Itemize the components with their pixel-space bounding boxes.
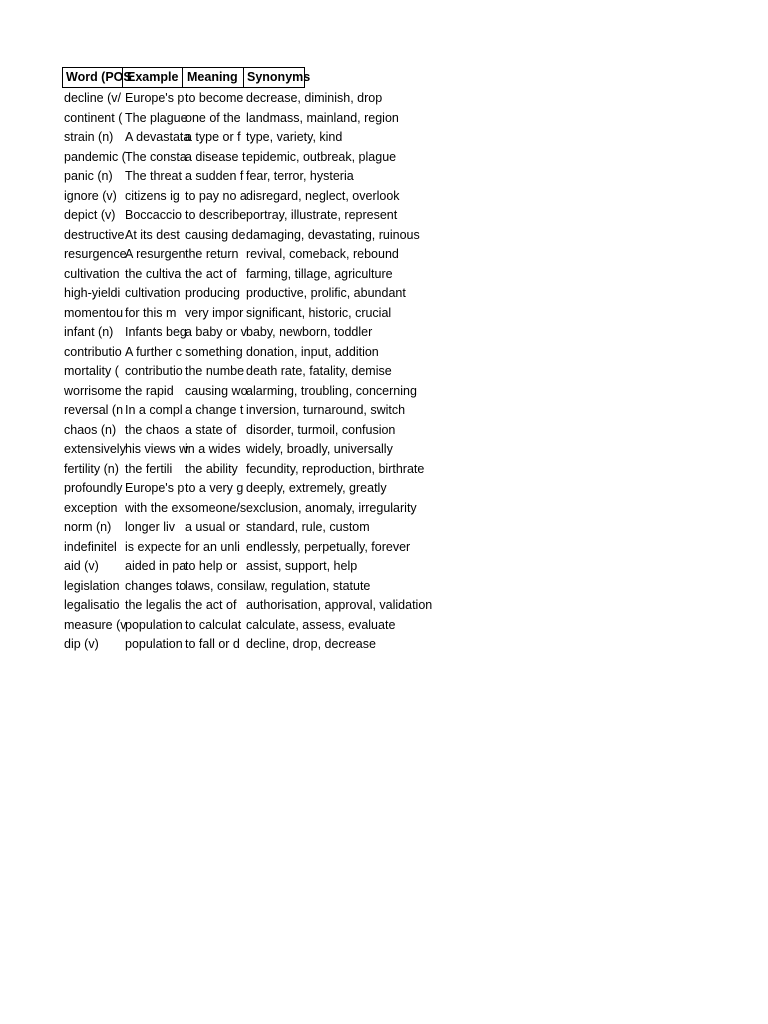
cell-synonyms[interactable]: widely, broadly, universally	[246, 442, 393, 456]
cell-synonyms[interactable]: fecundity, reproduction, birthrate	[246, 461, 425, 476]
cell-synonyms[interactable]: donation, input, addition	[246, 344, 379, 359]
cell-example[interactable]: Infants beg	[125, 325, 187, 339]
cell-example[interactable]: citizens ig	[125, 188, 180, 203]
cell-meaning[interactable]: a state of	[185, 422, 237, 437]
cell-word[interactable]: pandemic (	[64, 149, 126, 164]
cell-word[interactable]: panic (n)	[64, 169, 113, 183]
cell-meaning[interactable]: a change t	[185, 403, 244, 417]
cell-word[interactable]: ignore (v)	[64, 188, 117, 203]
table-row	[62, 596, 702, 616]
table-row	[62, 167, 702, 187]
cell-word[interactable]: strain (n)	[64, 130, 114, 144]
table-row	[62, 343, 702, 363]
cell-word[interactable]: mortality (	[64, 364, 119, 378]
table-body	[62, 89, 702, 655]
table-row	[62, 323, 702, 343]
cell-word[interactable]: high-yieldi	[64, 286, 121, 300]
cell-word[interactable]: legislation	[64, 578, 120, 593]
cell-example[interactable]: for this m	[125, 305, 177, 320]
cell-synonyms[interactable]: law, regulation, statute	[246, 578, 371, 593]
table-row	[62, 421, 702, 441]
header-row	[62, 67, 702, 88]
cell-meaning[interactable]: something	[185, 344, 243, 359]
cell-example[interactable]: with the ex	[125, 500, 185, 515]
cell-synonyms[interactable]: assist, support, help	[246, 559, 358, 573]
cell-synonyms[interactable]: decline, drop, decrease	[246, 637, 376, 651]
cell-synonyms[interactable]: damaging, devastating, ruinous	[246, 227, 420, 242]
cell-synonyms[interactable]: landmass, mainland, region	[246, 110, 399, 125]
cell-synonyms[interactable]: death rate, fatality, demise	[246, 364, 392, 378]
cell-meaning[interactable]: for an unli	[185, 539, 240, 554]
cell-word[interactable]: chaos (n)	[64, 422, 117, 437]
cell-meaning[interactable]: the return	[185, 247, 239, 261]
cell-word[interactable]: contributio	[64, 344, 122, 359]
cell-word[interactable]: legalisatio	[64, 598, 120, 612]
cell-example[interactable]: Europe's p	[125, 91, 185, 105]
table-row	[62, 460, 702, 480]
table-row	[62, 382, 702, 402]
cell-example[interactable]: Boccaccio	[125, 208, 182, 222]
cell-example[interactable]: the fertili	[125, 461, 173, 476]
cell-word[interactable]: indefinitel	[64, 539, 117, 554]
cell-word[interactable]: fertility (n)	[64, 461, 119, 476]
cell-word[interactable]: aid (v)	[64, 559, 99, 573]
cell-meaning[interactable]: someone/s	[185, 500, 247, 515]
table-row	[62, 206, 702, 226]
cell-synonyms[interactable]: authorisation, approval, validation	[246, 598, 433, 612]
cell-synonyms[interactable]: exclusion, anomaly, irregularity	[246, 500, 417, 515]
table-row	[62, 284, 702, 304]
cell-word[interactable]: momentou	[64, 305, 124, 320]
cell-example[interactable]: aided in pa	[125, 559, 187, 573]
cell-meaning[interactable]: to fall or d	[185, 637, 240, 651]
cell-example[interactable]: his views w	[125, 442, 189, 456]
cell-meaning[interactable]: to describe	[185, 208, 247, 222]
table-row	[62, 265, 702, 285]
cell-synonyms[interactable]: disorder, turmoil, confusion	[246, 422, 396, 437]
cell-synonyms[interactable]: revival, comeback, rebound	[246, 247, 399, 261]
header-meaning[interactable]: Meaning	[183, 67, 244, 88]
cell-word[interactable]: destructive	[64, 227, 125, 242]
table-row	[62, 401, 702, 421]
table-row	[62, 187, 702, 207]
cell-word[interactable]: exception	[64, 500, 118, 515]
cell-word[interactable]: dip (v)	[64, 637, 99, 651]
table-row	[62, 226, 702, 246]
cell-meaning[interactable]: causing wo	[185, 383, 248, 398]
header-example[interactable]: Example	[123, 67, 183, 88]
header-synonyms[interactable]: Synonyms	[244, 67, 305, 88]
table-row	[62, 362, 702, 382]
vocabulary-sheet	[62, 67, 702, 655]
cell-meaning[interactable]: a disease t	[185, 149, 246, 164]
cell-synonyms[interactable]: baby, newborn, toddler	[246, 325, 373, 339]
cell-example[interactable]: Europe's p	[125, 481, 185, 495]
cell-meaning[interactable]: causing de	[185, 227, 246, 242]
cell-word[interactable]: measure (v	[64, 617, 127, 632]
cell-example[interactable]: contributio	[125, 364, 183, 378]
cell-word[interactable]: worrisome	[64, 383, 122, 398]
table-row	[62, 89, 702, 109]
table-row	[62, 245, 702, 265]
cell-meaning[interactable]: a usual or	[185, 520, 240, 534]
table-row	[62, 616, 702, 636]
cell-example[interactable]: A devastata	[125, 130, 191, 144]
cell-example[interactable]: At its dest	[125, 227, 180, 242]
cell-meaning[interactable]: to pay no a	[185, 188, 247, 203]
cell-meaning[interactable]: the numbe	[185, 364, 245, 378]
table-row	[62, 109, 702, 129]
cell-example[interactable]: A further c	[125, 344, 182, 359]
cell-word[interactable]: extensively	[64, 442, 126, 456]
cell-synonyms[interactable]: farming, tillage, agriculture	[246, 266, 393, 281]
cell-meaning[interactable]: very impor	[185, 305, 244, 320]
table-row	[62, 479, 702, 499]
table-row	[62, 499, 702, 519]
cell-word[interactable]: decline (v/	[64, 91, 121, 105]
cell-example[interactable]: population	[125, 637, 183, 651]
cell-word[interactable]: infant (n)	[64, 325, 114, 339]
cell-meaning[interactable]: producing	[185, 286, 240, 300]
cell-synonyms[interactable]: productive, prolific, abundant	[246, 286, 406, 300]
cell-synonyms[interactable]: disregard, neglect, overlook	[246, 188, 400, 203]
cell-meaning[interactable]: to become	[185, 91, 244, 105]
table-row	[62, 538, 702, 558]
cell-word[interactable]: depict (v)	[64, 208, 116, 222]
cell-synonyms[interactable]: epidemic, outbreak, plague	[246, 149, 397, 164]
cell-example[interactable]: A resurgen	[125, 247, 186, 261]
cell-example[interactable]: the legalis	[125, 598, 182, 612]
table-row	[62, 440, 702, 460]
cell-example[interactable]: In a compl	[125, 403, 183, 417]
cell-meaning[interactable]: to calculat	[185, 617, 242, 632]
table-row	[62, 128, 702, 148]
cell-meaning[interactable]: a sudden f	[185, 169, 244, 183]
cell-word[interactable]: resurgence	[64, 247, 127, 261]
cell-meaning[interactable]: to help or	[185, 559, 238, 573]
cell-meaning[interactable]: a type or f	[185, 130, 241, 144]
cell-synonyms[interactable]: portray, illustrate, represent	[246, 208, 398, 222]
table-row	[62, 148, 702, 168]
table-row	[62, 577, 702, 597]
cell-word[interactable]: cultivation	[64, 266, 120, 281]
table-row	[62, 304, 702, 324]
cell-meaning[interactable]: the ability	[185, 461, 238, 476]
cell-synonyms[interactable]: deeply, extremely, greatly	[246, 481, 387, 495]
cell-meaning[interactable]: in a wides	[185, 442, 241, 456]
cell-example[interactable]: the chaos	[125, 422, 180, 437]
cell-synonyms[interactable]: standard, rule, custom	[246, 520, 370, 534]
table-row	[62, 635, 702, 655]
cell-synonyms[interactable]: endlessly, perpetually, forever	[246, 539, 411, 554]
cell-example[interactable]: the cultiva	[125, 266, 182, 281]
cell-meaning[interactable]: one of the	[185, 110, 241, 125]
table-row	[62, 557, 702, 577]
cell-example[interactable]: changes to	[125, 578, 187, 593]
cell-meaning[interactable]: laws, consi	[185, 578, 247, 593]
cell-meaning[interactable]: the act of	[185, 266, 237, 281]
header-word[interactable]: Word (POS	[62, 67, 123, 88]
cell-example[interactable]: is expecte	[125, 539, 182, 554]
table-row	[62, 518, 702, 538]
cell-meaning[interactable]: to a very g	[185, 481, 244, 495]
cell-example[interactable]: The plague	[125, 110, 188, 125]
cell-example[interactable]: The threat	[125, 169, 182, 183]
cell-word[interactable]: norm (n)	[64, 520, 112, 534]
cell-synonyms[interactable]: significant, historic, crucial	[246, 305, 392, 320]
cell-synonyms[interactable]: inversion, turnaround, switch	[246, 403, 406, 417]
cell-synonyms[interactable]: calculate, assess, evaluate	[246, 617, 396, 632]
cell-synonyms[interactable]: fear, terror, hysteria	[246, 169, 354, 183]
cell-example[interactable]: cultivation	[125, 286, 181, 300]
cell-word[interactable]: reversal (n	[64, 403, 124, 417]
cell-example[interactable]: longer liv	[125, 520, 176, 534]
cell-word[interactable]: profoundly	[64, 481, 123, 495]
cell-word[interactable]: continent (	[64, 110, 123, 125]
cell-meaning[interactable]: a baby or v	[185, 325, 247, 339]
cell-example[interactable]: The consta	[125, 149, 187, 164]
cell-example[interactable]: population	[125, 617, 183, 632]
cell-synonyms[interactable]: alarming, troubling, concerning	[246, 383, 417, 398]
cell-synonyms[interactable]: decrease, diminish, drop	[246, 91, 383, 105]
cell-meaning[interactable]: the act of	[185, 598, 237, 612]
cell-synonyms[interactable]: type, variety, kind	[246, 130, 343, 144]
cell-example[interactable]: the rapid	[125, 383, 174, 398]
